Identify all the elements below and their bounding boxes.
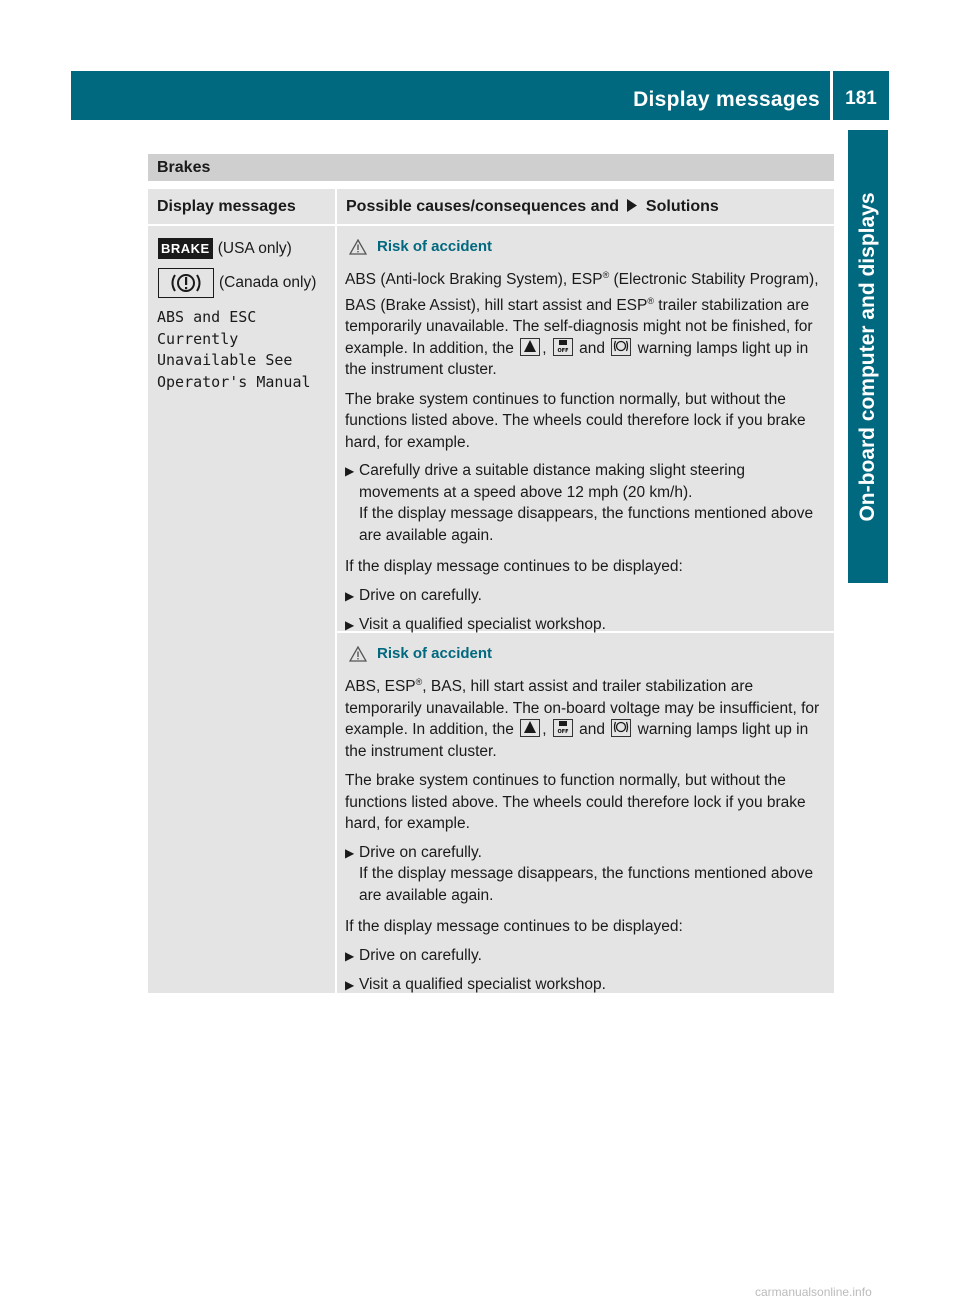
step: ▶ Visit a qualified specialist workshop.: [345, 614, 828, 636]
step-arrow-icon: [626, 199, 638, 212]
paragraph: ABS, ESP®, BAS, hill start assist and trailer stabilization are temporarily unavailable. The on-board voltage may be insufficient, for example. In addition, the , OFF and warning lamps light up in the instrument cluster.: [345, 677, 820, 760]
brake-lamp-icon: BRAKE: [158, 238, 213, 259]
paragraph: The brake system continues to function normally, but without the functions listed above. The wheels could therefore lock if you brake hard, for example.: [345, 390, 806, 451]
warning-line: Risk of accident: [349, 238, 828, 255]
step-arrow-icon: ▶: [345, 588, 355, 603]
esp-lamp-icon: [520, 719, 540, 737]
brakes-table: [148, 154, 834, 993]
paragraph: The brake system continues to function normally, but without the functions listed above. The wheels could therefore lock if you brake hard, for example.: [345, 772, 806, 833]
paragraph: If the display message continues to be displayed:: [345, 558, 683, 576]
display-messages-cell: [148, 226, 335, 993]
paragraph: If the display message continues to be displayed:: [345, 918, 683, 936]
esp-lamp-icon: [520, 338, 540, 356]
svg-text:OFF: OFF: [557, 347, 569, 353]
brake-warning-circle-icon: [158, 268, 214, 298]
step: ▶ Carefully drive a suitable distance making slight steering movements at a speed above 12 mph (20 km/h). If the display message disappears, the functions mentioned above are available again.: [345, 460, 828, 546]
step: ▶ Drive on carefully. If the display message disappears, the functions mentioned above are available again.: [345, 842, 828, 907]
page-number: 181: [845, 88, 877, 109]
warning-triangle-icon: [349, 646, 367, 662]
esp-off-lamp-icon: [553, 338, 573, 356]
warning-triangle-icon: [349, 239, 367, 255]
step-arrow-icon: ▶: [345, 464, 355, 479]
solution-block-1: [335, 226, 834, 631]
step: ▶ Visit a qualified specialist workshop.: [345, 974, 828, 996]
step-arrow-icon: ▶: [345, 845, 355, 860]
step: ▶ Drive on carefully.: [345, 945, 828, 967]
abs-lamp-icon: [611, 338, 631, 356]
usa-message: BRAKE (USA only): [148, 238, 335, 259]
canada-message: (Canada only): [148, 268, 335, 298]
column-headers: [148, 189, 834, 224]
step-arrow-icon: ▶: [345, 617, 355, 632]
col-header-solutions: Possible causes/consequences and Solutions: [335, 189, 834, 224]
watermark: carmanualsonline.info: [755, 1285, 872, 1299]
display-message-text: ABS and ESC Currently Unavailable See Operator's Manual: [157, 308, 311, 391]
table-row: [148, 226, 834, 993]
step: ▶ Drive on carefully.: [345, 585, 828, 607]
step-arrow-icon: ▶: [345, 948, 355, 963]
svg-text:OFF: OFF: [557, 729, 569, 735]
side-tab-label-wrap: [848, 130, 888, 583]
abs-lamp-icon: [611, 719, 631, 737]
page-header-title: Display messages: [633, 88, 820, 111]
section-title: Brakes: [148, 154, 834, 181]
solution-block-2: [335, 631, 834, 993]
esp-off-lamp-icon: [553, 719, 573, 737]
side-tab-label: On-board computer and displays: [856, 191, 879, 522]
paragraph: ABS (Anti-lock Braking System), ESP® (Electronic Stability Program), BAS (Brake Assist), hill start assist and ESP® trailer stabilization are temporarily unavailable. The self-diagnosis might not be finished, for example. In addition, the , OFF and warning lamps light up in the instrument cluster.: [345, 270, 819, 379]
warning-line: Risk of accident: [349, 645, 828, 662]
solutions-cell: [335, 226, 834, 993]
step-arrow-icon: ▶: [345, 977, 355, 992]
col-header-display-messages: Display messages: [157, 198, 296, 215]
